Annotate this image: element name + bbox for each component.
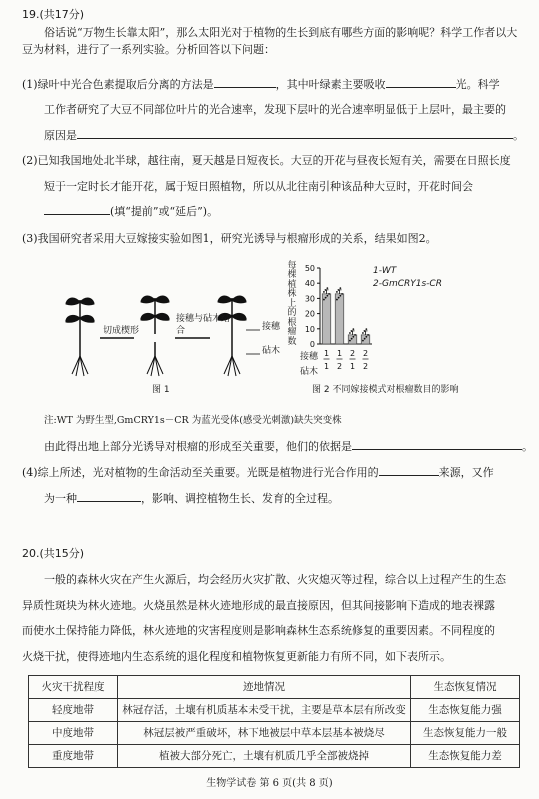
y-tick-label: 20 — [304, 309, 315, 319]
q19-header: 19.(共17分) — [22, 8, 85, 21]
data-point — [367, 334, 369, 336]
table-row — [29, 745, 520, 768]
data-point — [328, 293, 330, 295]
q19-p4-line2 — [44, 490, 339, 507]
answer-blank-6[interactable] — [379, 466, 439, 476]
data-point — [336, 291, 338, 293]
table-cell: 轻度地带 — [29, 699, 118, 722]
data-point — [338, 289, 340, 291]
q19-p3-b: 由此得出地上部分光诱导对根瘤的形成至关重要，他们的依据是 — [44, 440, 352, 453]
y-tick-label: 50 — [304, 264, 315, 273]
q19-p2-c: (填“提前”或“延后”)。 — [110, 205, 219, 218]
y-tick-label: 40 — [304, 279, 315, 289]
plant-2 — [141, 296, 169, 376]
data-point — [364, 330, 366, 332]
q19-p1-b: ，其中叶绿素主要吸收 — [275, 78, 386, 91]
answer-blank-1[interactable] — [214, 78, 276, 88]
q19-p3-c: 。 — [522, 440, 533, 453]
q20-table-wrap — [28, 675, 520, 768]
table-cell: 生态恢复能力一般 — [411, 722, 520, 745]
q19-p4-a: (4)综上所述，光对植物的生命活动至关重要。光既是植物进行光合作用的 — [22, 466, 379, 479]
answer-blank-5[interactable] — [352, 440, 522, 450]
bar — [335, 294, 344, 344]
table-row — [29, 699, 520, 722]
data-point — [362, 332, 364, 334]
stock-category-label: 2 — [336, 362, 343, 371]
table-header-row — [29, 676, 520, 699]
fig1-caption: 图 1 — [152, 385, 170, 395]
fig1-stock-label: 砧木 — [262, 346, 281, 356]
q19-intro-text: 俗话说“万物生长靠太阳”，那么太阳光对于植物的生长到底有哪些方面的影响呢？科学工作者以大豆为材料，进行了一系列实验。分析回答以下问题： — [22, 26, 518, 57]
table-row — [29, 722, 520, 745]
q19-p1-a: (1)绿叶中光合色素提取后分离的方法是 — [22, 78, 214, 91]
data-point — [354, 334, 356, 336]
q19-p1-f: 。 — [513, 129, 524, 142]
data-point — [326, 287, 328, 289]
q20-para-line-2: 异质性斑块为林火迹地。火烧虽然是林火迹地形成的最直接原因，但其间接影响下造成的地表裸露 — [22, 599, 495, 612]
fig1-step1-label: 切成楔形 — [103, 326, 140, 336]
table-cell: 生态恢复能力强 — [411, 699, 520, 722]
stock-category-label: 1 — [323, 362, 330, 371]
data-point — [349, 332, 351, 334]
data-point — [326, 295, 328, 297]
q19-p1-line2: 工作者研究了大豆不同部位叶片的光合速率，发现下层叶的光合速率明显低于上层叶，最主要的 — [44, 103, 506, 116]
y-tick-label: 30 — [304, 294, 315, 304]
data-point — [349, 340, 351, 342]
data-point — [341, 293, 343, 295]
data-point — [351, 330, 353, 332]
q19-p1-e: 原因是 — [44, 129, 77, 142]
plant-1 — [66, 298, 94, 376]
data-point — [339, 295, 341, 297]
table-cell: 生态恢复能力差 — [411, 745, 520, 768]
table-cell: 林冠存活，土壤有机质基本未受干扰，主要是草本层有所改变 — [118, 699, 411, 722]
q19-p2-line2: 短于一定时长才能开花，属于短日照植物，所以从北往南引种该品种大豆时，开花时间会 — [44, 180, 473, 193]
fig2-caption: 图 2 不同嫁接模式对根瘤数目的影响 — [312, 385, 459, 395]
scion-category-label: 2 — [349, 349, 356, 358]
y-tick-label: 0 — [309, 340, 315, 349]
data-point — [323, 299, 325, 301]
answer-blank-7[interactable] — [77, 492, 141, 502]
q19-p4-d: ，影响、调控植物生长、发育的全过程。 — [141, 492, 339, 505]
stock-category-label: 2 — [362, 362, 369, 371]
scion-category-label: 1 — [336, 349, 343, 358]
q20-para-line-3: 而使水土保持能力降低，林火迹地的灾害程度则是影响森林生态系统修复的重要因素。不同程度的 — [22, 624, 495, 637]
table-header-cell: 火灾干扰程度 — [29, 676, 118, 699]
table-cell: 植被大部分死亡，土壤有机质几乎全部被烧掉 — [118, 745, 411, 768]
q19-p3-line1: (3)我国研究者采用大豆嫁接实验如图1，研究光诱导与根瘤形成的关系，结果如图2。 — [22, 232, 437, 245]
data-point — [325, 297, 327, 299]
chart-ylabel: 每棵植株上的根瘤数 — [287, 261, 297, 347]
data-point — [364, 338, 366, 340]
table-header-cell: 生态恢复情况 — [411, 676, 520, 699]
legend-entry-2: 2-GmCRY1s-CR — [373, 279, 442, 289]
table-cell: 林冠层被严重破坏，林下地被层中草本层基本被烧尽 — [118, 722, 411, 745]
data-point — [339, 287, 341, 289]
bar — [361, 335, 370, 344]
scion-category-label: 1 — [323, 349, 330, 358]
data-point — [352, 328, 354, 330]
answer-blank-2[interactable] — [386, 78, 456, 88]
data-point — [336, 299, 338, 301]
q19-intro — [22, 24, 522, 58]
q19-p1-c: 光。科学 — [455, 78, 500, 91]
q20-para-line-1: 一般的森林火灾在产生火源后，均会经历火灾扩散、火灾熄灭等过程，综合以上过程产生的生态 — [44, 573, 506, 586]
q19-p4-b: 来源，又作 — [438, 466, 494, 479]
page-footer: 生物学试卷 第 6 页(共 8 页) — [206, 778, 333, 789]
stock-category-label: 1 — [349, 362, 356, 371]
q19-p2-line1: (2)已知我国地处北半球，越往南，夏天越是日短夜长。大豆的开花与昼夜长短有关，需要在日照长度 — [22, 154, 511, 167]
data-point — [352, 336, 354, 338]
data-point — [351, 338, 353, 340]
y-tick-label: 10 — [304, 324, 315, 334]
q19-p4-c: 为一种 — [44, 492, 77, 505]
data-point — [338, 297, 340, 299]
data-point — [362, 340, 364, 342]
data-point — [325, 289, 327, 291]
bar — [348, 335, 357, 344]
chart-row-label-scion: 接穗 — [300, 352, 319, 362]
scion-category-label: 2 — [362, 349, 369, 358]
chart-row-label-stock: 砧木 — [300, 367, 319, 377]
q19-p4-line1 — [22, 464, 494, 481]
q20-para-line-4: 火烧干扰，使得迹地内生态系统的退化程度和植物恢复更新能力有所不同，如下表所示。 — [22, 650, 451, 663]
data-point — [365, 336, 367, 338]
fig1-step2-label: 接穗与砧木结合 — [176, 314, 231, 336]
bar — [322, 294, 331, 344]
table-cell: 中度地带 — [29, 722, 118, 745]
data-point — [365, 328, 367, 330]
legend-entry-1: 1-WT — [373, 266, 397, 276]
table-cell: 重度地带 — [29, 745, 118, 768]
fig1-scion-label: 接穗 — [262, 322, 281, 332]
answer-blank-4[interactable] — [44, 205, 110, 215]
fire-disturbance-table — [28, 675, 520, 768]
q20-header: 20.(共15分) — [22, 547, 85, 560]
table-header-cell: 迹地情况 — [118, 676, 411, 699]
answer-blank-3[interactable] — [77, 129, 513, 139]
figure-1-grafting-diagram — [60, 290, 275, 380]
q19-p2-line3 — [44, 203, 218, 220]
figure-note: 注:WT 为野生型,GmCRY1s－CR 为蓝光受体(感受光刺激)缺失突变株 — [44, 415, 342, 426]
q19-p1-line3 — [44, 127, 524, 144]
q19-p1-line1 — [22, 76, 500, 93]
q19-p3-line2 — [44, 438, 533, 455]
data-point — [323, 291, 325, 293]
